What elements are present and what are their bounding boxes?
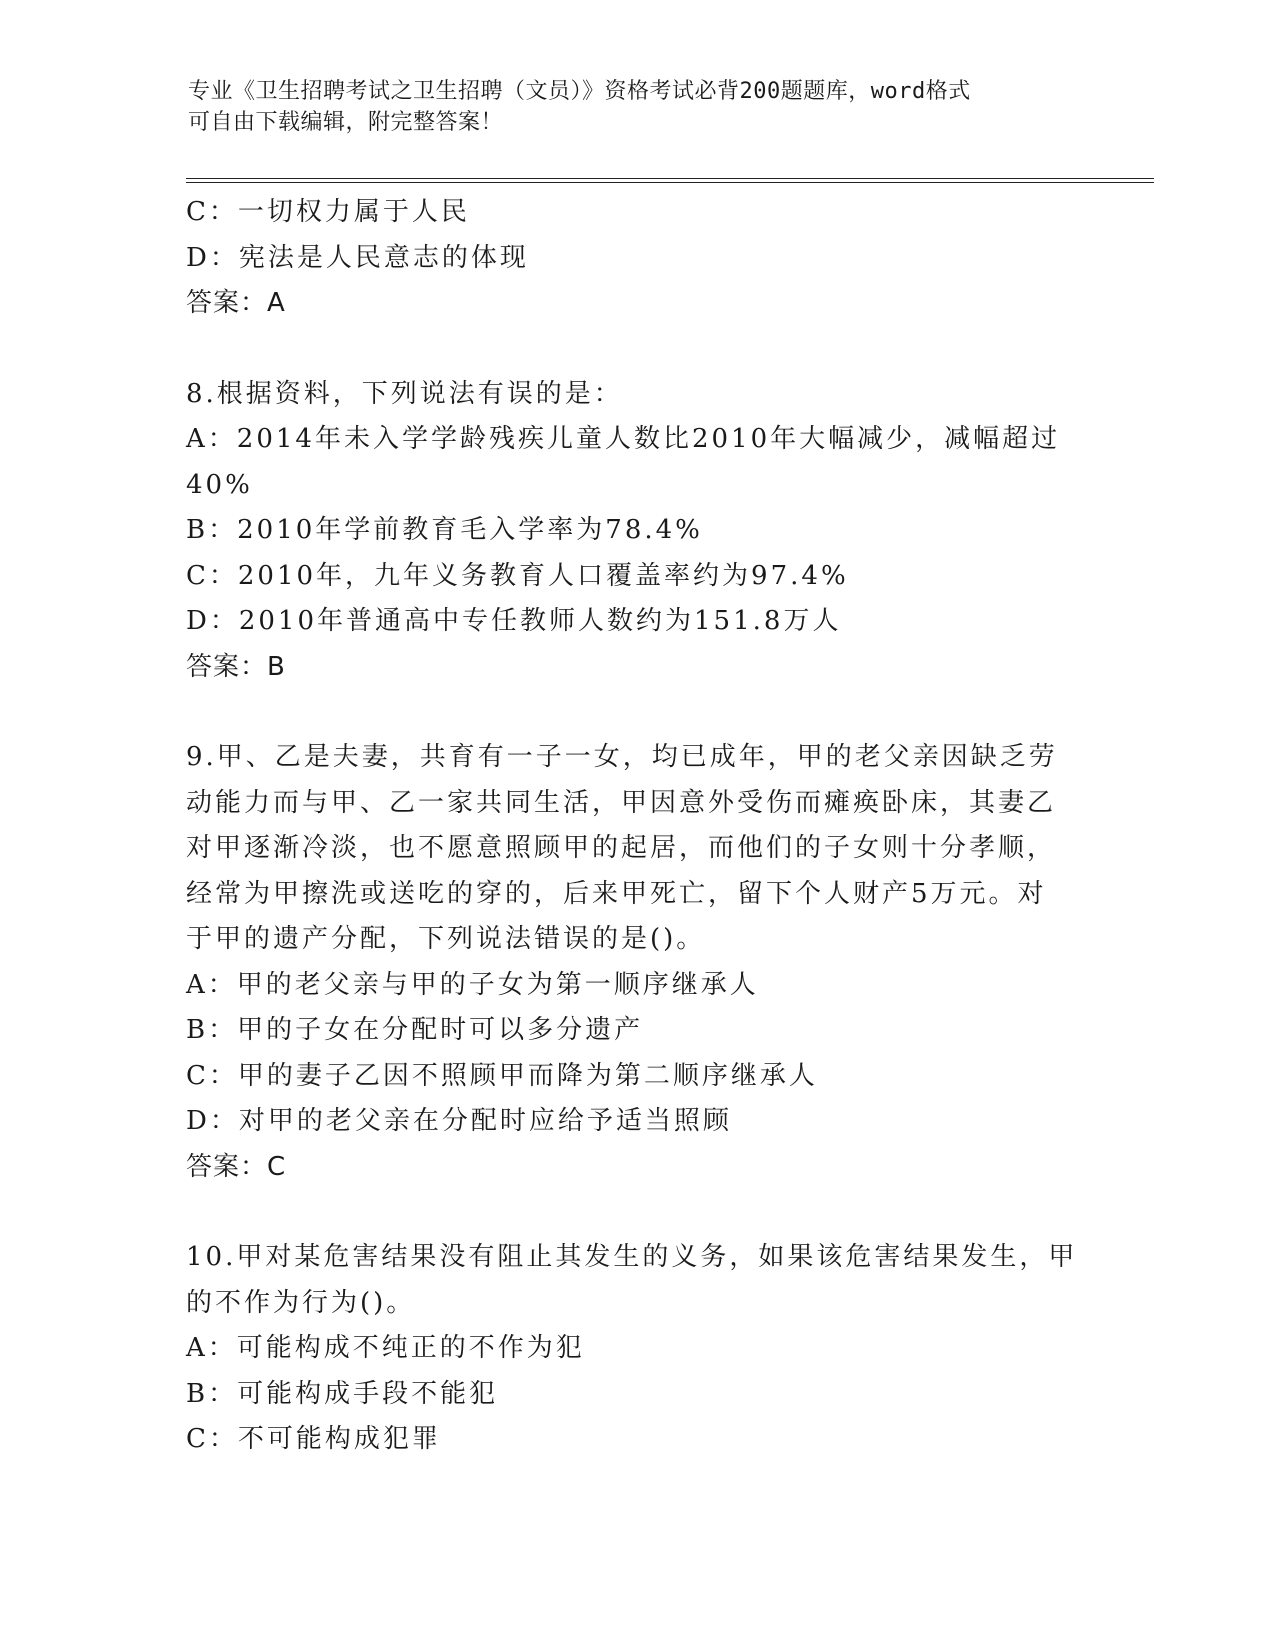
- option-c: C：甲的妻子乙因不照顾甲而降为第二顺序继承人: [186, 1060, 818, 1091]
- option-a-continued: 40%: [186, 469, 253, 500]
- option-d: D：对甲的老父亲在分配时应给予适当照顾: [186, 1106, 732, 1136]
- header-title-line-1: 专业《卫生招聘考试之卫生招聘（文员）》资格考试必背200题题库，word格式: [188, 79, 971, 104]
- option-b: B：可能构成手段不能犯: [186, 1378, 499, 1409]
- option-c: C：2010年，九年义务教育人口覆盖率约为97.4%: [186, 560, 849, 591]
- question-stem-line: 9.甲、乙是夫妻，共育有一子一女，均已成年，甲的老父亲因缺乏劳: [186, 742, 1058, 772]
- option-b: B：2010年学前教育毛入学率为78.4%: [186, 515, 703, 545]
- option-c: C：一切权力属于人民: [186, 197, 470, 227]
- option-a: A：可能构成不纯正的不作为犯: [186, 1333, 585, 1363]
- option-a: A：2014年未入学学龄残疾儿童人数比2010年大幅减少，减幅超过: [186, 424, 1061, 454]
- question-9: [186, 735, 1086, 1190]
- spacer: [186, 1190, 1086, 1235]
- question-stem-line: 经常为甲擦洗或送吃的穿的，后来甲死亡，留下个人财产5万元。对: [186, 878, 1047, 909]
- spacer: [186, 327, 1086, 372]
- option-a: A：甲的老父亲与甲的子女为第一顺序继承人: [186, 969, 759, 1000]
- answer-label: 答案：A: [186, 288, 286, 318]
- question-stem: 8.根据资料，下列说法有误的是：: [186, 378, 623, 409]
- question-stem-line: 动能力而与甲、乙一家共同生活，甲因意外受伤而瘫痪卧床，其妻乙: [186, 787, 1057, 818]
- question-10: [186, 1235, 1086, 1463]
- question-8: [186, 372, 1086, 691]
- question-stem-line: 10.甲对某危害结果没有阻止其发生的义务，如果该危害结果发生，甲: [186, 1242, 1078, 1272]
- question-stem-line: 对甲逐渐冷淡，也不愿意照顾甲的起居，而他们的子女则十分孝顺，: [186, 833, 1057, 863]
- answer-label: 答案：B: [186, 651, 286, 682]
- question-list: [186, 190, 1086, 1463]
- answer-label: 答案：C: [186, 1151, 287, 1182]
- option-c: C：不可能构成犯罪: [186, 1424, 441, 1454]
- option-b: B：甲的子女在分配时可以多分遗产: [186, 1015, 644, 1045]
- document-header: [188, 76, 1068, 138]
- option-d: D：宪法是人民意志的体现: [186, 242, 529, 273]
- option-d: D：2010年普通高中专任教师人数约为151.8万人: [186, 606, 842, 636]
- question-stem-line: 的不作为行为()。: [186, 1287, 416, 1318]
- header-divider: [186, 178, 1154, 183]
- header-title-line-2: 可自由下载编辑，附完整答案！: [188, 110, 504, 135]
- question-stem-line: 于甲的遗产分配，下列说法错误的是()。: [186, 924, 706, 954]
- question-7-tail: [186, 190, 1086, 327]
- spacer: [186, 690, 1086, 735]
